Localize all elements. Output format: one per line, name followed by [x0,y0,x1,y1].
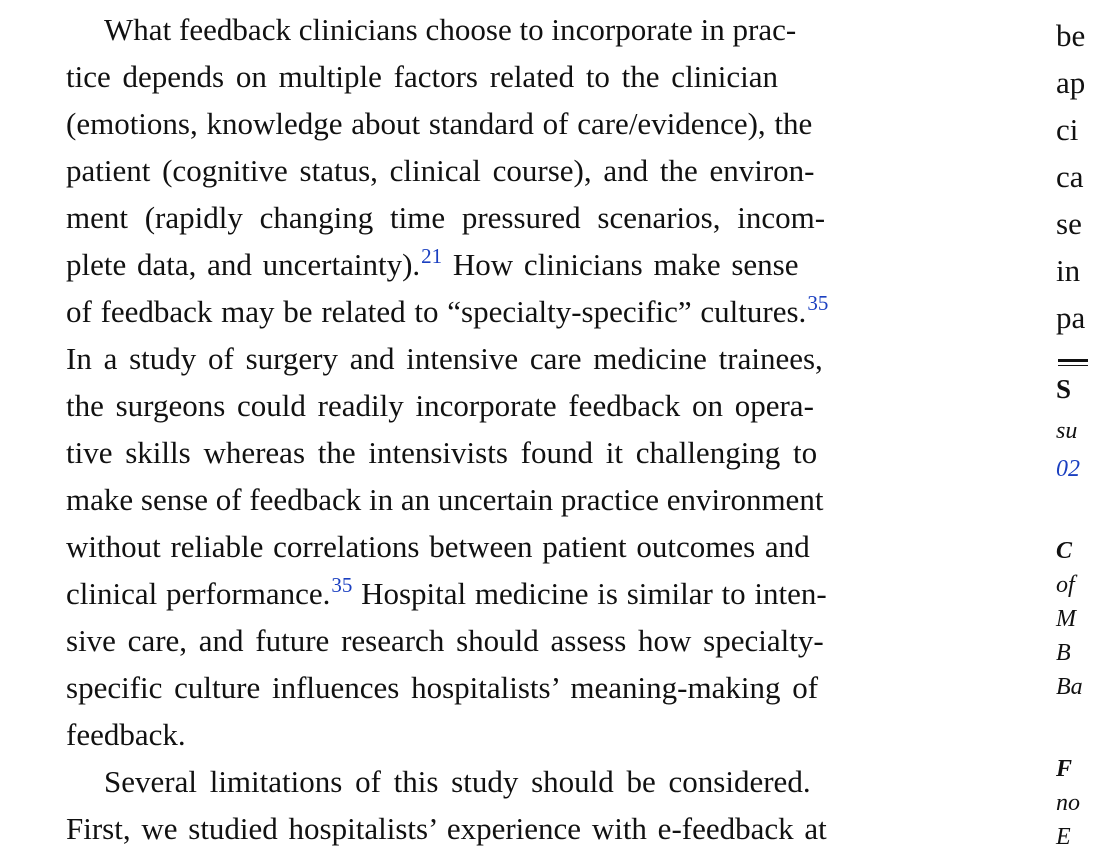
text-line [66,6,965,53]
text-fragment: ca [1056,159,1084,194]
reference-link-35[interactable]: 35 [331,573,353,597]
reference-link-21[interactable]: 21 [421,244,443,268]
text-fragment: ci [1056,112,1079,147]
text-line [66,711,965,758]
text-fragment: without reliable correlations between patient outcomes and [66,529,810,564]
text-line [66,241,965,288]
text-fragment: Hospital medicine is similar to inten- [352,576,827,611]
text-line [66,805,965,852]
text-fragment: Several limitations of this study should be considered. [104,764,811,799]
text-fragment: Ba [1056,674,1083,700]
section-divider [1058,359,1088,362]
section-divider [1058,365,1088,366]
text-fragment: ment (rapidly changing time pressured scenarios, incom- [66,200,826,235]
text-fragment: B [1056,640,1071,666]
text-line [66,382,965,429]
text-fragment: no [1056,790,1080,816]
text-line [66,335,965,382]
text-line [66,100,965,147]
main-text-column [66,6,965,852]
text-fragment: be [1056,18,1086,53]
text-fragment: C [1056,538,1073,564]
link-fragment[interactable]: 02 [1056,456,1080,482]
text-fragment: sive care, and future research should assess how specialty- [66,623,824,658]
text-fragment: pa [1056,300,1086,335]
text-fragment: plete data, and uncertainty). [66,247,421,282]
text-fragment [66,241,799,288]
text-fragment: su [1056,418,1078,444]
text-fragment: patient (cognitive status, clinical course), and the environ- [66,153,815,188]
text-fragment [66,570,827,617]
text-line [66,429,965,476]
text-fragment: in [1056,253,1081,288]
text-line [66,288,965,335]
text-line [66,617,965,664]
text-fragment: How clinicians make sense [442,247,799,282]
text-fragment: ap [1056,65,1086,100]
section-heading-fragment: S [1056,374,1072,404]
text-fragment: E [1056,824,1071,850]
text-fragment: What feedback clinicians choose to incorporate in prac- [104,12,797,47]
text-line [66,570,965,617]
text-fragment [66,288,828,335]
text-fragment: clinical performance. [66,576,331,611]
text-fragment: First, we studied hospitalists’ experience with e-feedback at [66,811,827,846]
reference-link-35[interactable]: 35 [807,291,829,315]
text-fragment: tive skills whereas the intensivists found it challenging to [66,435,818,470]
text-fragment: (emotions, knowledge about standard of care/evidence), the [66,106,813,141]
text-fragment: F [1056,756,1073,782]
text-fragment: In a study of surgery and intensive care medicine trainees, [66,341,823,376]
text-line [66,147,965,194]
text-fragment: feedback. [66,717,186,752]
text-fragment: tice depends on multiple factors related to the clinician [66,59,779,94]
text-fragment: specific culture influences hospitalists’ meaning-making of [66,670,819,705]
text-line [66,194,965,241]
text-line [66,53,965,100]
text-fragment: M [1056,606,1076,632]
text-fragment: se [1056,206,1082,241]
text-fragment: make sense of feedback in an uncertain practice environment [66,482,824,517]
text-line [66,523,965,570]
text-line [66,758,965,805]
text-line [66,664,965,711]
text-line [66,476,965,523]
text-fragment: the surgeons could readily incorporate feedback on opera- [66,388,814,423]
text-fragment: of feedback may be related to “specialty-specific” cultures. [66,294,807,329]
text-fragment: of [1056,572,1075,598]
